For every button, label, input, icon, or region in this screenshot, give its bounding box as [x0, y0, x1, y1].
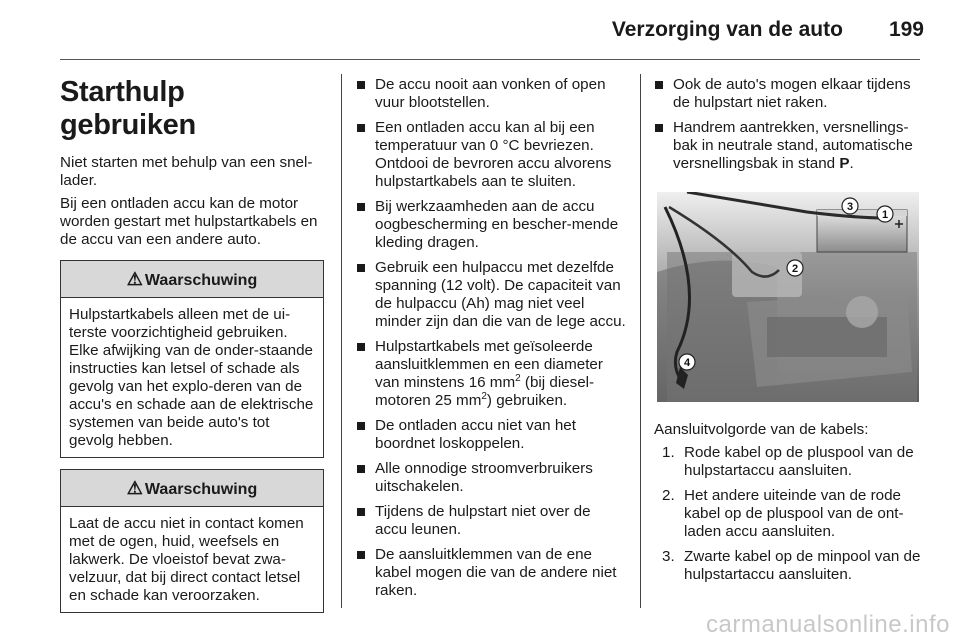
bullet-square-icon	[357, 124, 365, 132]
warning-header	[61, 261, 323, 298]
list-item: Hulpstartkabels met geïsoleerde aansluitklemmen en een diameter van minstens 16 $mm^2$ (bij diesel-motoren 25 $mm^2$) gebruiken.	[356, 338, 626, 410]
list-item: Handrem aantrekken, versnellings-bak in neutrale stand, automatische versnellingsbak in stand P.	[654, 119, 922, 173]
column-3	[654, 76, 922, 591]
list-item: 2. Het andere uiteinde van de rode kabel op de pluspool van de ont-laden accu aansluiten.	[662, 487, 904, 540]
paragraph: Niet starten met behulp van een snel-lader.	[60, 154, 313, 189]
jump-start-figure	[657, 192, 919, 402]
svg-text:4: 4	[683, 357, 691, 369]
warning-label: Waarschuwing	[144, 481, 258, 498]
list-item: De accu nooit aan vonken of open vuur blootstellen.	[356, 76, 626, 112]
bullet-list	[654, 76, 922, 173]
header-rule	[60, 59, 920, 60]
list-item: Een ontladen accu kan al bij een temperatuur van 0 °C bevriezen. Ontdooi de bevroren accu alvorens hulpstartkabels aan te sluiten.	[356, 119, 626, 191]
column-2	[356, 76, 626, 607]
warning-triangle-icon: ⚠	[126, 269, 143, 289]
list-item: Bij werkzaamheden aan de accu oogbescherming en bescher-mende kleding dragen.	[356, 198, 626, 252]
bullet-square-icon	[357, 343, 365, 351]
bullet-square-icon	[357, 264, 365, 272]
sequence-intro: Aansluitvolgorde van de kabels:	[654, 421, 869, 438]
svg-text:2: 2	[791, 263, 799, 275]
bullet-square-icon	[357, 551, 365, 559]
warning-label: Waarschuwing	[144, 272, 258, 289]
warning-box	[60, 260, 324, 458]
list-item: Gebruik een hulpaccu met dezelfde spanning (12 volt). De capaciteit van de hulpaccu (Ah) mag niet veel minder zijn dan die van de lege accu.	[356, 259, 626, 331]
page-number: 199	[888, 18, 924, 41]
list-item: 3. Zwarte kabel op de minpool van de hulpstartaccu aansluiten.	[662, 548, 921, 583]
bullet-square-icon	[357, 203, 365, 211]
bullet-square-icon	[357, 422, 365, 430]
svg-text:1: 1	[881, 209, 889, 221]
page-title: Starthulp gebruiken	[60, 76, 196, 141]
warning-header	[61, 470, 323, 507]
bullet-square-icon	[357, 508, 365, 516]
list-item: De aansluitklemmen van de ene kabel mogen die van de andere niet raken.	[356, 546, 626, 600]
column-divider	[640, 74, 641, 608]
step-list	[654, 444, 922, 584]
bullet-square-icon	[357, 81, 365, 89]
bullet-list	[356, 76, 626, 600]
column-divider	[341, 74, 342, 608]
warning-text: Laat de accu niet in contact komen met de ogen, huid, weefsels en lakwerk. De vloeistof bevat zwa-velzuur, dat bij direct contact letsel en schade kan veroorzaken.	[69, 515, 304, 604]
list-item: Tijdens de hulpstart niet over de accu leunen.	[356, 503, 626, 539]
running-header	[612, 18, 924, 42]
warning-box	[60, 469, 324, 613]
watermark: carmanualsonline.info	[706, 611, 950, 638]
warning-triangle-icon: ⚠	[126, 478, 143, 498]
section-title: Verzorging van de auto	[611, 18, 843, 41]
bullet-square-icon	[655, 81, 663, 89]
column-1	[60, 76, 325, 613]
svg-text:3: 3	[846, 201, 854, 213]
list-item: Alle onnodige stroomverbruikers uitschakelen.	[356, 460, 626, 496]
list-item: Ook de auto's mogen elkaar tijdens de hulpstart niet raken.	[654, 76, 922, 112]
bullet-square-icon	[357, 465, 365, 473]
warning-text: Hulpstartkabels alleen met de ui-terste voorzichtigheid gebruiken. Elke afwijking van de onder-staande instructies kan letsel of schade als gevolg van het explo-deren van de accu's en schade aan de elektrische systemen van beide auto's tot gevolg hebben.	[69, 306, 314, 449]
list-item: 1. Rode kabel op de pluspool van de hulpstartaccu aansluiten.	[662, 444, 914, 479]
list-item: De ontladen accu niet van het boordnet loskoppelen.	[356, 417, 626, 453]
bullet-square-icon	[655, 124, 663, 132]
paragraph: Bij een ontladen accu kan de motor worden gestart met hulpstartkabels en de accu van een andere auto.	[60, 195, 318, 248]
